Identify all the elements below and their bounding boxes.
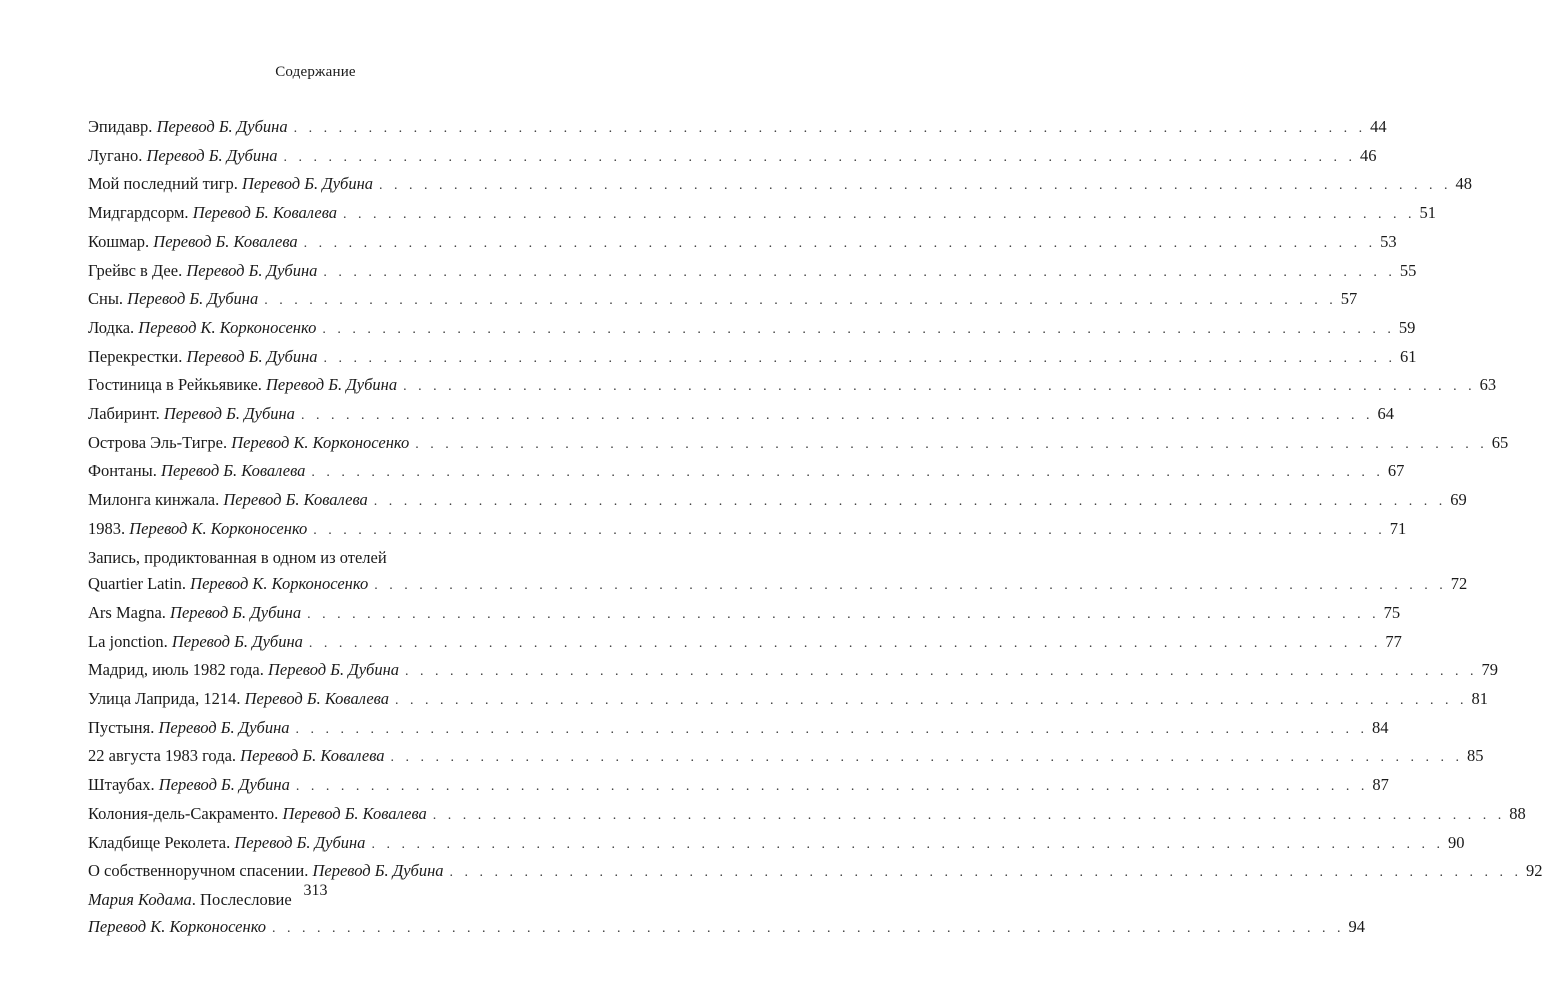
toc-entry bbox=[88, 686, 1488, 715]
entry-translator: Перевод Б. Дубина bbox=[266, 375, 398, 395]
entry-page-number: 61 bbox=[1400, 346, 1417, 366]
entry-title: Мидгардсорм. bbox=[88, 203, 193, 223]
entry-translator: Перевод Б. Ковалева bbox=[282, 803, 427, 823]
toc-entry bbox=[88, 344, 1417, 373]
entry-page-number: 88 bbox=[1509, 803, 1526, 823]
dot-leader: . . . . . . . . . . . . . . . . . . . . . . . . . . . . . . . . . . . . . . . . . . . . . . . . . . . . . . . . . . . . . . . . . . . . . . . . bbox=[394, 693, 1468, 709]
entry-translator: Перевод К. Корконосенко bbox=[231, 432, 410, 452]
toc-entry bbox=[88, 401, 1394, 430]
entry-page-number: 55 bbox=[1399, 260, 1417, 280]
entry-translator: Перевод Б. Дубина bbox=[241, 174, 374, 194]
toc-entry bbox=[88, 229, 1397, 258]
entry-page-number: 67 bbox=[1387, 461, 1405, 481]
dot-leader: . . . . . . . . . . . . . . . . . . . . . . . . . . . . . . . . . . . . . . . . . . . . . . . . . . . . . . . . . . . . . . . . . . . . . . . . bbox=[311, 465, 1384, 481]
dot-leader: . . . . . . . . . . . . . . . . . . . . . . . . . . . . . . . . . . . . . . . . . . . . . . . . . . . . . . . . . . . . . . . . . . . . . . . . bbox=[390, 750, 1464, 766]
entry-translator: Перевод Б. Дубина bbox=[158, 775, 290, 795]
entry-page-number: 65 bbox=[1491, 432, 1509, 452]
dot-leader: . . . . . . . . . . . . . . . . . . . . . . . . . . . . . . . . . . . . . . . . . . . . . . . . . . . . . . . . . . . . . . . . . . . . . . . . bbox=[323, 350, 1397, 366]
entry-title: Улица Лаприда, 1214. bbox=[88, 689, 245, 709]
toc-entry bbox=[88, 315, 1416, 344]
table-of-contents bbox=[88, 114, 1543, 942]
entry-title: Мой последний тигр. bbox=[88, 174, 242, 194]
dot-leader: . . . . . . . . . . . . . . . . . . . . . . . . . . . . . . . . . . . . . . . . . . . . . . . . . . . . . . . . . . . . . . . . . . . . . . . . bbox=[432, 807, 1506, 823]
entry-translator: Перевод Б. Дубина bbox=[186, 346, 318, 366]
entry-title: Грейвс в Дее. bbox=[88, 260, 187, 280]
dot-leader: . . . . . . . . . . . . . . . . . . . . . . . . . . . . . . . . . . . . . . . . . . . . . . . . . . . . . . . . . . . . . . . . . . . . . . . . bbox=[303, 235, 1377, 251]
entry-page-number: 85 bbox=[1467, 746, 1484, 766]
entry-page-number: 87 bbox=[1372, 775, 1389, 795]
entry-translator: Перевод Б. Дубина bbox=[146, 145, 278, 165]
dot-leader: . . . . . . . . . . . . . . . . . . . . . . . . . . . . . . . . . . . . . . . . . . . . . . . . . . . . . . . . . . . . . . . . . . . . . . . . bbox=[295, 779, 1369, 795]
entry-title-line: Запись, продиктованная в одном из отелей bbox=[88, 547, 387, 567]
entry-title: Сны. bbox=[88, 289, 128, 309]
toc-entry bbox=[88, 286, 1358, 315]
page-title: Содержание bbox=[275, 64, 356, 80]
toc-entry bbox=[88, 430, 1509, 459]
dot-leader: . . . . . . . . . . . . . . . . . . . . . . . . . . . . . . . . . . . . . . . . . . . . . . . . . . . . . . . . . . . . . . . . . . . . . . . . bbox=[371, 836, 1444, 852]
dot-leader: . . . . . . . . . . . . . . . . . . . . . . . . . . . . . . . . . . . . . . . . . . . . . . . . . . . . . . . . . . . . . . . . . . . . . . . . bbox=[313, 522, 1386, 538]
entry-translator: Перевод Б. Ковалева bbox=[153, 231, 298, 251]
entry-translator: Перевод Б. Ковалева bbox=[240, 746, 385, 766]
toc-entry bbox=[88, 772, 1389, 801]
entry-title: Пустыня. bbox=[88, 717, 159, 737]
entry-title: Колония-дель-Сакраменто. bbox=[88, 803, 283, 823]
entry-translator: Перевод Б. Дубина bbox=[127, 289, 259, 309]
entry-page-number: 64 bbox=[1377, 404, 1394, 424]
entry-title: Милонга кинжала. bbox=[88, 490, 224, 510]
toc-entry bbox=[88, 743, 1484, 772]
entry-title: Эпидавр. bbox=[88, 117, 157, 136]
toc-entry bbox=[88, 258, 1417, 287]
entry-title: Лугано. bbox=[88, 145, 147, 165]
entry-page-number: 69 bbox=[1450, 490, 1467, 510]
entry-translator: Перевод К. Корконосенко bbox=[138, 317, 317, 337]
entry-title: . Послесловие bbox=[191, 889, 292, 909]
entry-page-number: 75 bbox=[1383, 602, 1401, 622]
toc-entry bbox=[88, 458, 1405, 487]
dot-leader: . . . . . . . . . . . . . . . . . . . . . . . . . . . . . . . . . . . . . . . . . . . . . . . . . . . . . . . . . . . . . . . . . . . . . . . . bbox=[415, 436, 1488, 452]
dot-leader: . . . . . . . . . . . . . . . . . . . . . . . . . . . . . . . . . . . . . . . . . . . . . . . . . . . . . . . . . . . . . . . . . . . . . . . . bbox=[308, 635, 1382, 651]
dot-leader: . . . . . . . . . . . . . . . . . . . . . . . . . . . . . . . . . . . . . . . . . . . . . . . . . . . . . . . . . . . . . . . . . . . . . . . . bbox=[379, 178, 1452, 194]
entry-page-number: 46 bbox=[1360, 145, 1377, 165]
dot-leader: . . . . . . . . . . . . . . . . . . . . . . . . . . . . . . . . . . . . . . . . . . . . . . . . . . . . . . . . . . . . . . . . . . . . . . . . bbox=[272, 920, 1345, 936]
toc-entry bbox=[88, 114, 1387, 143]
dot-leader: . . . . . . . . . . . . . . . . . . . . . . . . . . . . . . . . . . . . . . . . . . . . . . . . . . . . . . . . . . . . . . . . . . . . . . . . bbox=[307, 606, 1380, 622]
entry-page-number: 48 bbox=[1455, 174, 1473, 194]
dot-leader: . . . . . . . . . . . . . . . . . . . . . . . . . . . . . . . . . . . . . . . . . . . . . . . . . . . . . . . . . . . . . . . . . . . . . . . . bbox=[405, 664, 1478, 680]
entry-title: Перекрестки. bbox=[88, 346, 187, 366]
page-number: 313 bbox=[303, 882, 328, 899]
toc-entry bbox=[88, 143, 1377, 172]
entry-translator: Перевод К. Корконосенко bbox=[190, 574, 369, 594]
entry-translator: Перевод Б. Дубина bbox=[234, 832, 366, 852]
entry-title: Quartier Latin. bbox=[88, 574, 191, 594]
entry-translator: Перевод Б. Дубина bbox=[156, 117, 288, 136]
toc-entry bbox=[88, 200, 1437, 229]
entry-page-number: 53 bbox=[1380, 231, 1397, 251]
toc-entry bbox=[88, 171, 1473, 200]
toc-entry bbox=[88, 715, 1389, 744]
entry-title: Лодка. bbox=[88, 317, 139, 337]
dot-leader: . . . . . . . . . . . . . . . . . . . . . . . . . . . . . . . . . . . . . . . . . . . . . . . . . . . . . . . . . . . . . . . . . . . . . . . . bbox=[283, 149, 1357, 165]
entry-translator: Перевод Б. Дубина bbox=[171, 631, 303, 651]
entry-page-number: 44 bbox=[1370, 117, 1387, 136]
entry-page-number: 79 bbox=[1481, 660, 1499, 680]
entry-title: Кладбище Реколета. bbox=[88, 832, 235, 852]
entry-translator: Перевод Б. Дубина bbox=[163, 404, 295, 424]
toc-entry bbox=[88, 516, 1407, 545]
entry-translator: Перевод Б. Ковалева bbox=[161, 461, 306, 481]
entry-title: Штаубах. bbox=[88, 775, 159, 795]
dot-leader: . . . . . . . . . . . . . . . . . . . . . . . . . . . . . . . . . . . . . . . . . . . . . . . . . . . . . . . . . . . . . . . . . . . . . . . . bbox=[343, 207, 1416, 223]
dot-leader: . . . . . . . . . . . . . . . . . . . . . . . . . . . . . . . . . . . . . . . . . . . . . . . . . . . . . . . . . . . . . . . . . . . . . . . . bbox=[374, 578, 1447, 594]
entry-page-number: 59 bbox=[1398, 317, 1416, 337]
dot-leader: . . . . . . . . . . . . . . . . . . . . . . . . . . . . . . . . . . . . . . . . . . . . . . . . . . . . . . . . . . . . . . . . . . . . . . . . bbox=[449, 865, 1523, 881]
entry-title: О собственноручном спасении. bbox=[88, 861, 313, 881]
entry-title: 1983. bbox=[88, 518, 130, 538]
entry-page-number: 72 bbox=[1450, 574, 1468, 594]
toc-entry bbox=[88, 545, 1468, 600]
entry-title: Гостиница в Рейкьявике. bbox=[88, 375, 267, 395]
entry-title: La jonction. bbox=[88, 631, 172, 651]
entry-title: 22 августа 1983 года. bbox=[88, 746, 241, 766]
toc-entry bbox=[88, 657, 1499, 686]
toc-entry bbox=[88, 801, 1526, 830]
entry-page-number: 57 bbox=[1340, 289, 1358, 309]
toc-entry bbox=[88, 830, 1465, 859]
entry-translator: Перевод Б. Ковалева bbox=[223, 490, 368, 510]
entry-page-number: 84 bbox=[1372, 717, 1389, 737]
entry-title: Лабиринт. bbox=[88, 404, 164, 424]
dot-leader: . . . . . . . . . . . . . . . . . . . . . . . . . . . . . . . . . . . . . . . . . . . . . . . . . . . . . . . . . . . . . . . . . . . . . . . . bbox=[403, 379, 1476, 395]
entry-title: Ars Magna. bbox=[88, 602, 171, 622]
entry-title: Фонтаны. bbox=[88, 461, 162, 481]
toc-entry bbox=[88, 372, 1497, 401]
entry-title: Острова Эль-Тигре. bbox=[88, 432, 232, 452]
dot-leader: . . . . . . . . . . . . . . . . . . . . . . . . . . . . . . . . . . . . . . . . . . . . . . . . . . . . . . . . . . . . . . . . . . . . . . . . bbox=[293, 121, 1367, 136]
entry-page-number: 71 bbox=[1389, 518, 1407, 538]
entry-translator: Перевод Б. Дубина bbox=[186, 260, 318, 280]
entry-page-number: 77 bbox=[1385, 631, 1402, 651]
dot-leader: . . . . . . . . . . . . . . . . . . . . . . . . . . . . . . . . . . . . . . . . . . . . . . . . . . . . . . . . . . . . . . . . . . . . . . . . bbox=[300, 408, 1374, 424]
entry-page-number: 51 bbox=[1419, 203, 1437, 223]
dot-leader: . . . . . . . . . . . . . . . . . . . . . . . . . . . . . . . . . . . . . . . . . . . . . . . . . . . . . . . . . . . . . . . . . . . . . . . . bbox=[323, 264, 1396, 280]
toc-entry bbox=[88, 600, 1401, 629]
dot-leader: . . . . . . . . . . . . . . . . . . . . . . . . . . . . . . . . . . . . . . . . . . . . . . . . . . . . . . . . . . . . . . . . . . . . . . . . bbox=[295, 721, 1369, 737]
entry-page-number: 92 bbox=[1526, 861, 1543, 881]
entry-translator: Перевод К. Корконосенко bbox=[129, 518, 308, 538]
toc-entry bbox=[88, 629, 1402, 658]
dot-leader: . . . . . . . . . . . . . . . . . . . . . . . . . . . . . . . . . . . . . . . . . . . . . . . . . . . . . . . . . . . . . . . . . . . . . . . . bbox=[322, 321, 1395, 337]
entry-translator: Перевод Б. Ковалева bbox=[192, 203, 338, 223]
entry-translator: Перевод Б. Дубина bbox=[158, 717, 290, 737]
entry-title: Кошмар. bbox=[88, 231, 154, 251]
dot-leader: . . . . . . . . . . . . . . . . . . . . . . . . . . . . . . . . . . . . . . . . . . . . . . . . . . . . . . . . . . . . . . . . . . . . . . . . bbox=[264, 293, 1337, 309]
entry-translator: Перевод Б. Дубина bbox=[312, 861, 444, 881]
entry-page-number: 90 bbox=[1447, 832, 1465, 852]
entry-page-number: 94 bbox=[1348, 916, 1366, 936]
entry-translator: Перевод К. Корконосенко bbox=[88, 916, 267, 936]
entry-page-number: 81 bbox=[1471, 689, 1488, 709]
entry-author: Мария Кодама bbox=[88, 889, 192, 909]
entry-translator: Перевод Б. Дубина bbox=[170, 602, 302, 622]
entry-title: Мадрид, июль 1982 года. bbox=[88, 660, 268, 680]
entry-translator: Перевод Б. Дубина bbox=[267, 660, 400, 680]
entry-page-number: 63 bbox=[1479, 375, 1497, 395]
toc-entry bbox=[88, 487, 1467, 516]
entry-translator: Перевод Б. Ковалева bbox=[244, 689, 389, 709]
dot-leader: . . . . . . . . . . . . . . . . . . . . . . . . . . . . . . . . . . . . . . . . . . . . . . . . . . . . . . . . . . . . . . . . . . . . . . . . bbox=[373, 494, 1447, 510]
